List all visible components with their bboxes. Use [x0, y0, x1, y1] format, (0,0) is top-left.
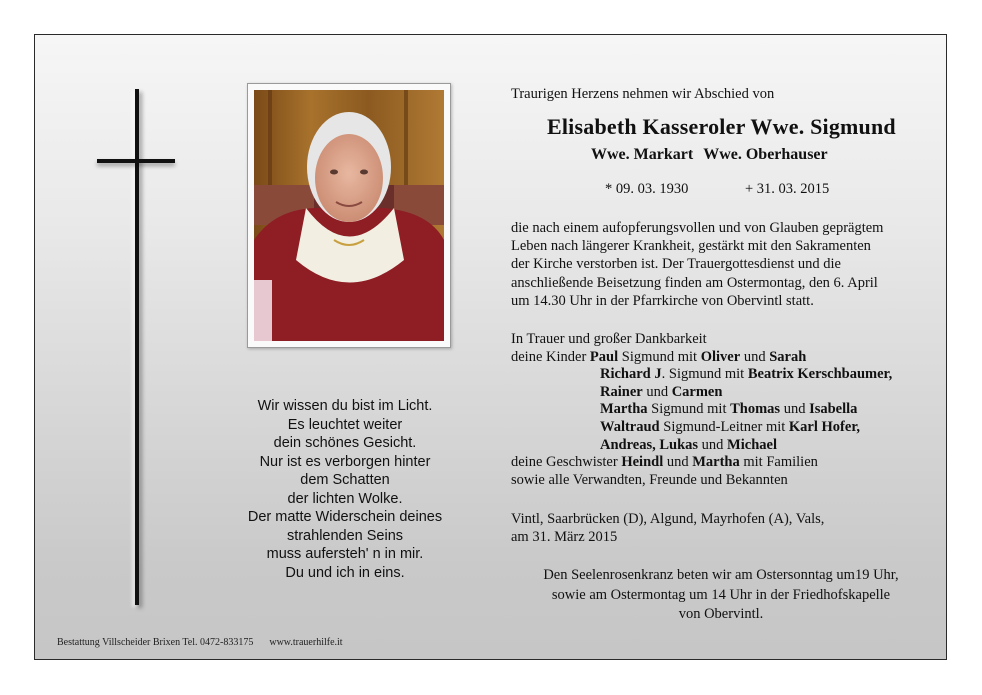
places-line: Vintl, Saarbrücken (D), Algund, Mayrhofen (A), Vals, — [511, 511, 825, 527]
body-line: anschließende Beisetzung finden am Ostermontag, den 6. April — [511, 274, 878, 291]
mourner-line: Waltraud Sigmund-Leitner mit Karl Hofer, — [600, 418, 861, 435]
footer — [57, 637, 343, 648]
body-line: der Kirche verstorben ist. Der Trauergottesdienst und die — [511, 256, 841, 273]
siblings-line: deine Geschwister Heindl und Martha mit Familien — [511, 454, 818, 471]
deceased-name: Elisabeth Kasseroler Wwe. Sigmund — [547, 114, 896, 139]
place-date — [511, 510, 824, 546]
mourner-line: deine Kinder Paul Sigmund mit Oliver und Sarah — [511, 348, 807, 365]
rosary-line: von Obervintl. — [678, 606, 764, 622]
mourner-line: Andreas, Lukas und Michael — [600, 436, 777, 453]
poem-line: Du und ich in eins. — [285, 564, 405, 581]
undertaker-info: Bestattung Villscheider Brixen Tel. 0472-833175 — [57, 637, 254, 648]
relatives-line: sowie alle Verwandten, Freunde und Bekannten — [511, 471, 788, 488]
widow-names — [591, 146, 828, 164]
cross-bar — [97, 159, 175, 163]
mourner-line: Martha Sigmund mit Thomas und Isabella — [600, 401, 858, 418]
poem-line: der lichten Wolke. — [287, 490, 403, 507]
rosary-notice — [511, 566, 931, 625]
portrait-illustration — [254, 90, 444, 341]
poem-line: dem Schatten — [300, 472, 390, 488]
poem-line: muss aufersteh' n in mir. — [266, 546, 424, 562]
poem-line: Nur ist es verborgen hinter — [259, 453, 431, 470]
poem-line: strahlenden Seins — [286, 527, 404, 544]
website-text: www.trauerhilfe.it — [269, 637, 343, 648]
notice-body — [511, 219, 883, 310]
mourner-line: Richard J. Sigmund mit Beatrix Kerschbaumer, — [600, 366, 893, 383]
poem-line: Es leuchtet weiter — [287, 416, 403, 433]
mourners-list — [511, 331, 892, 489]
obituary-card — [34, 34, 947, 660]
birth-date: * 09. 03. 1930 — [605, 181, 689, 197]
intro-text: Traurigen Herzens nehmen wir Abschied von — [511, 86, 775, 102]
rosary-line: sowie am Ostermontag um 14 Uhr in der Friedhofskapelle — [551, 586, 891, 603]
mourners-intro: In Trauer und großer Dankbarkeit — [511, 331, 707, 347]
widow-name-1: Wwe. Markart — [591, 146, 694, 163]
poem-line: Der matte Widerschein deines — [247, 509, 443, 525]
date-line: am 31. März 2015 — [511, 529, 618, 545]
portrait-frame — [247, 83, 451, 348]
body-line: die nach einem aufopferungsvollen und von Glauben geprägtem — [511, 220, 884, 236]
rosary-line: Den Seelenrosenkranz beten wir am Ostersonntag um19 Uhr, — [543, 567, 899, 583]
poem-line: dein schönes Gesicht. — [273, 435, 417, 451]
portrait-photo — [254, 90, 444, 341]
widow-name-2: Wwe. Oberhauser — [703, 146, 828, 163]
mourner-line: Rainer und Carmen — [600, 383, 723, 400]
body-line: Leben nach längerer Krankheit, gestärkt mit den Sakramenten — [511, 238, 871, 255]
body-line: um 14.30 Uhr in der Pfarrkirche von Obervintl statt. — [511, 292, 814, 309]
cross-icon — [135, 89, 139, 605]
death-date: + 31. 03. 2015 — [745, 181, 830, 197]
poem-line: Wir wissen du bist im Licht. — [257, 398, 433, 414]
poem — [215, 397, 475, 582]
